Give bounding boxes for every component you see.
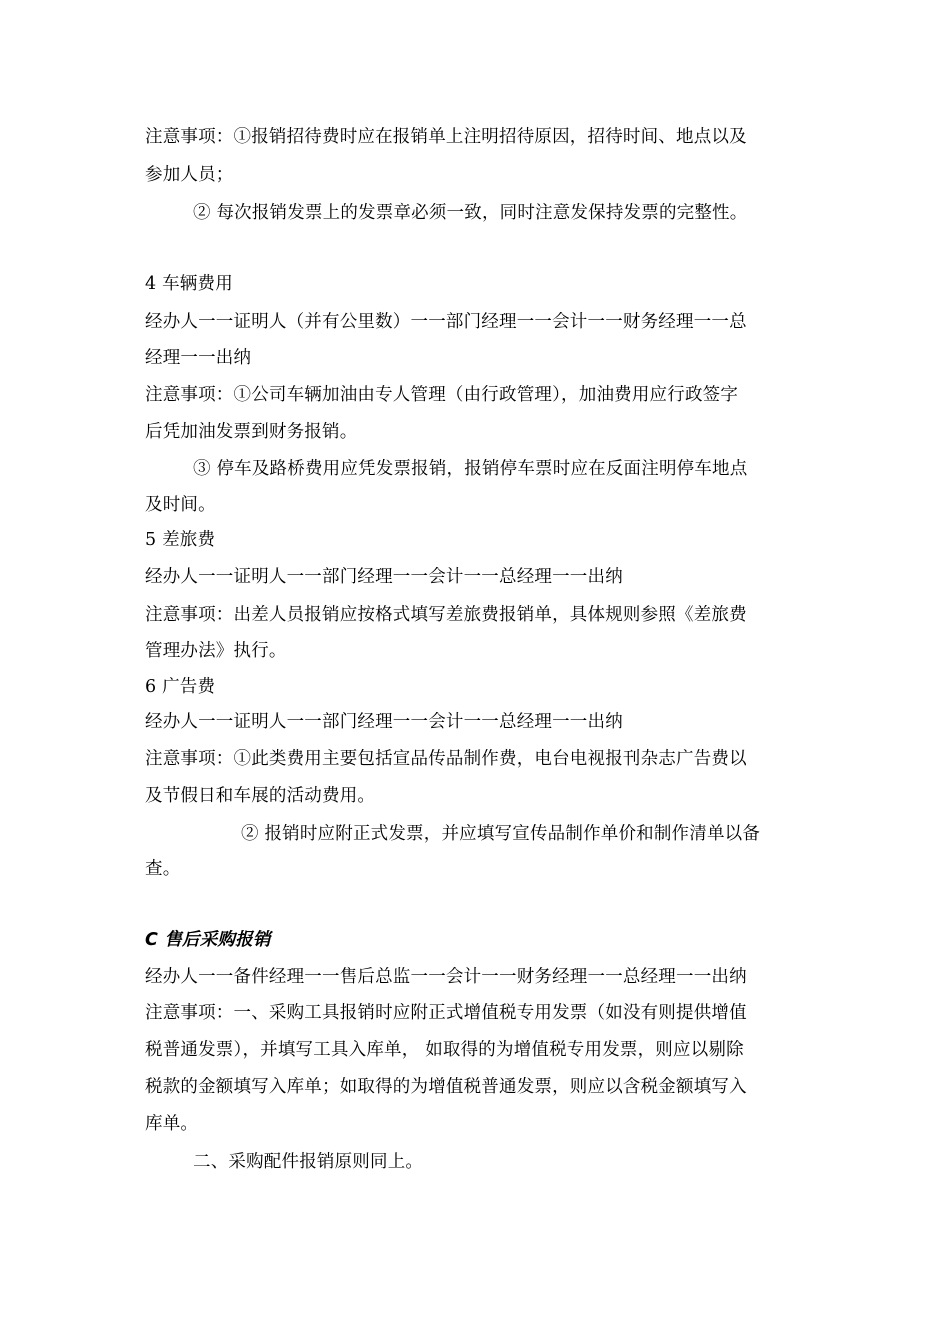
after-sales-approval-flow: 经办人一一备件经理一一售后总监一一会计一一财务经理一一总经理一一出纳 [145, 967, 747, 987]
section-heading-after-sales-purchase: C 售后采购报销 [145, 930, 271, 950]
advertising-notes-item-2: ② 报销时应附正式发票，并应填写宣传品制作单价和制作清单以备 [241, 824, 761, 844]
vehicle-notes-line-1: 注意事项：①公司车辆加油由专人管理（由行政管理），加油费用应行政签字 [145, 385, 739, 405]
after-sales-notes-line-3: 税款的金额填写入库单；如取得的为增值税普通发票，则应以含税金额填写入 [145, 1077, 747, 1097]
section-heading-vehicle: 4 车辆费用 [145, 274, 233, 294]
travel-approval-flow: 经办人一一证明人一一部门经理一一会计一一总经理一一出纳 [145, 567, 623, 587]
vehicle-notes-line-2: 后凭加油发票到财务报销。 [145, 422, 358, 442]
advertising-notes-item-2-cont: 查。 [145, 859, 181, 879]
travel-notes-line-2: 管理办法》执行。 [145, 641, 287, 661]
after-sales-notes-line-4: 库单。 [145, 1114, 199, 1134]
vehicle-approval-flow-line-1: 经办人一一证明人（并有公里数）一一部门经理一一会计一一财务经理一一总 [145, 312, 747, 332]
section-heading-advertising: 6 广告费 [145, 677, 216, 697]
entertainment-notes-line-2: 参加人员； [145, 165, 234, 185]
entertainment-notes-line-1: 注意事项：①报销招待费时应在报销单上注明招待原因，招待时间、地点以及 [145, 127, 747, 147]
travel-notes-line-1: 注意事项：出差人员报销应按格式填写差旅费报销单，具体规则参照《差旅费 [145, 605, 747, 625]
after-sales-notes-item-2: 二、采购配件报销原则同上。 [193, 1152, 424, 1172]
after-sales-notes-line-2: 税普通发票），并填写工具入库单， 如取得的为增值税专用发票，则应以剔除 [145, 1040, 744, 1060]
advertising-approval-flow: 经办人一一证明人一一部门经理一一会计一一总经理一一出纳 [145, 712, 623, 732]
after-sales-notes-line-1: 注意事项：一、采购工具报销时应附正式增值税专用发票（如没有则提供增值 [145, 1003, 747, 1023]
section-heading-travel: 5 差旅费 [145, 530, 216, 550]
vehicle-notes-item-3-cont: 及时间。 [145, 495, 216, 515]
advertising-notes-line-1: 注意事项：①此类费用主要包括宣品传品制作费，电台电视报刊杂志广告费以 [145, 749, 747, 769]
entertainment-notes-item-2: ② 每次报销发票上的发票章必须一致，同时注意发保持发票的完整性。 [193, 203, 748, 223]
advertising-notes-line-2: 及节假日和车展的活动费用。 [145, 786, 376, 806]
vehicle-approval-flow-line-2: 经理一一出纳 [145, 348, 252, 368]
vehicle-notes-item-3: ③ 停车及路桥费用应凭发票报销，报销停车票时应在反面注明停车地点 [193, 459, 748, 479]
